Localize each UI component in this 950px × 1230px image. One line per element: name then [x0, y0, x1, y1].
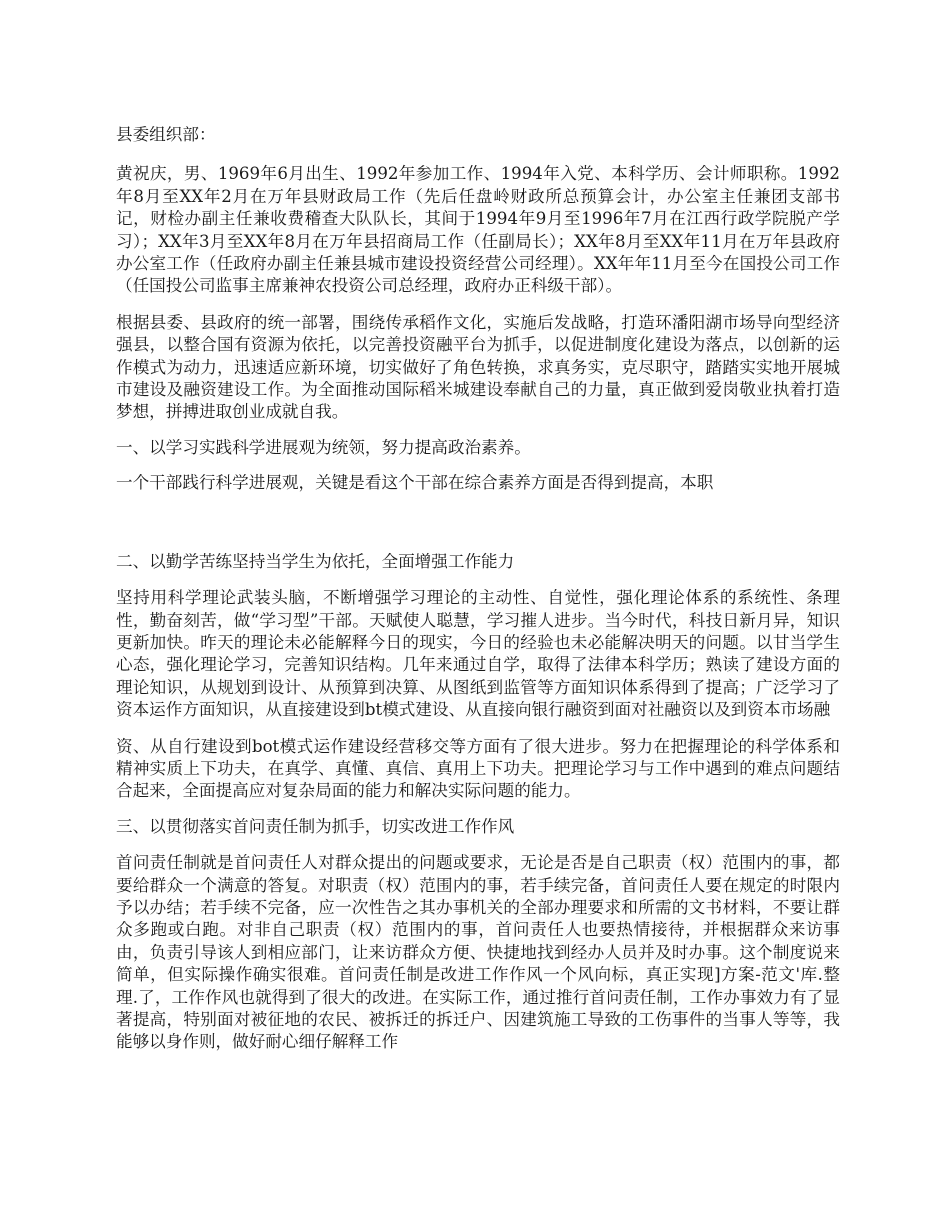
section-heading-3: 三、以贯彻落实首问责任制为抓手，切实改进工作作风 [116, 816, 515, 836]
paragraph-section-2a: 坚持用科学理论武装头脑，不断增强学习理论的主动性、自觉性，强化理论体系的系统性、条理性，勤奋刻苦，做“学习型”干部。天赋使人聪慧，学习摧人进步。当今时代，科技日新月异，知识更新加快。昨天的理论未必能解释今日的现实，今日的经验也未必能解决明天的问题。以甘当学生心态，强化理论学习，完善知识结构。几年来通过自学，取得了法律本科学历；熟读了建设方面的理论知识，从规划到设计、从预算到决算、从图纸到监管等方面知识体系得到了提高；广泛学习了资本运作方面知识，从直接建设到bt模式建设、从直接向银行融资到面对社融资以及到资本市场融 [116, 588, 840, 720]
paragraph-overview: 根据县委、县政府的统一部署，围绕传承稻作文化，实施后发战略，打造环潘阳湖市场导向型经济强县，以整合国有资源为依托，以完善投资融平台为抓手，以促进制度化建设为落点，以创新的运作模式为动力，迅速适应新环境，切实做好了角色转换，求真务实，克尽职守，踏踏实实地开展城市建设及融资建设工作。为全面推动国际稻米城建设奉献自己的力量，真正做到爱岗敬业执着打造梦想，拼搏进取创业成就自我。 [116, 312, 840, 422]
paragraph-section-2b: 资、从自行建设到bot模式运作建设经营移交等方面有了很大进步。努力在把握理论的科学体系和精神实质上下功夫，在真学、真懂、真信、真用上下功夫。把理论学习与工作中遇到的难点问题结合起来，全面提高应对复杂局面的能力和解决实际问题的能力。 [116, 736, 840, 801]
section-heading-1: 一、以学习实践科学进展观为统领，努力提高政治素养。 [116, 437, 531, 457]
paragraph-biography: 黄祝庆，男、1969年6月出生、1992年参加工作、1994年入党、本科学历、会计师职称。1992年8月至XX年2月在万年县财政局工作（先后任盘岭财政所总预算会计，办公室主任兼团支部书记，财检办副主任兼收费稽查大队队长，其间于1994年9月至1996年7月在江西行政学院脱产学习）；XX年3月至XX年8月在万年县招商局工作（任副局长）；XX年8月至XX年11月在万年县政府办公室工作（任政府办副主任兼县城市建设投资经营公司经理）。XX年年11月至今在国投公司工作（任国投公司监事主席兼神农投资公司总经理，政府办正科级干部）。 [116, 164, 840, 296]
paragraph-section-3: 首问责任制就是首问责任人对群众提出的问题或要求，无论是否是自己职责（权）范围内的事，都要给群众一个满意的答复。对职责（权）范围内的事，若手续完备，首问责任人要在规定的时限内予以办结；若手续不完备，应一次性告之其办事机关的全部办理要求和所需的文书材料，不要让群众多跑或白跑。对非自己职责（权）范围内的事，首问责任人也要热情接待，并根据群众来访事由，负责引导该人到相应部门，让来访群众方便、快捷地找到经办人员并及时办事。这个制度说来简单，但实际操作确实很难。首问责任制是改进工作作风一个风向标，真正实现]方案-范文'库.整理.了，工作作风也就得到了很大的改进。在实际工作，通过推行首问责任制，工作办事效力有了显著提高，特别面对被征地的农民、被拆迁的拆迁户、因建筑施工导致的工伤事件的当事人等等，我能够以身作则，做好耐心细仔解释工作 [116, 853, 840, 1052]
paragraph-section-1: 一个干部践行科学进展观，关键是看这个干部在综合素养方面是否得到提高，本职 [116, 473, 714, 493]
document-page [116, 124, 840, 1054]
salutation: 县委组织部： [116, 125, 216, 144]
page-gap [116, 495, 840, 551]
section-heading-2: 二、以勤学苦练坚持当学生为依托，全面增强工作能力 [116, 551, 515, 571]
